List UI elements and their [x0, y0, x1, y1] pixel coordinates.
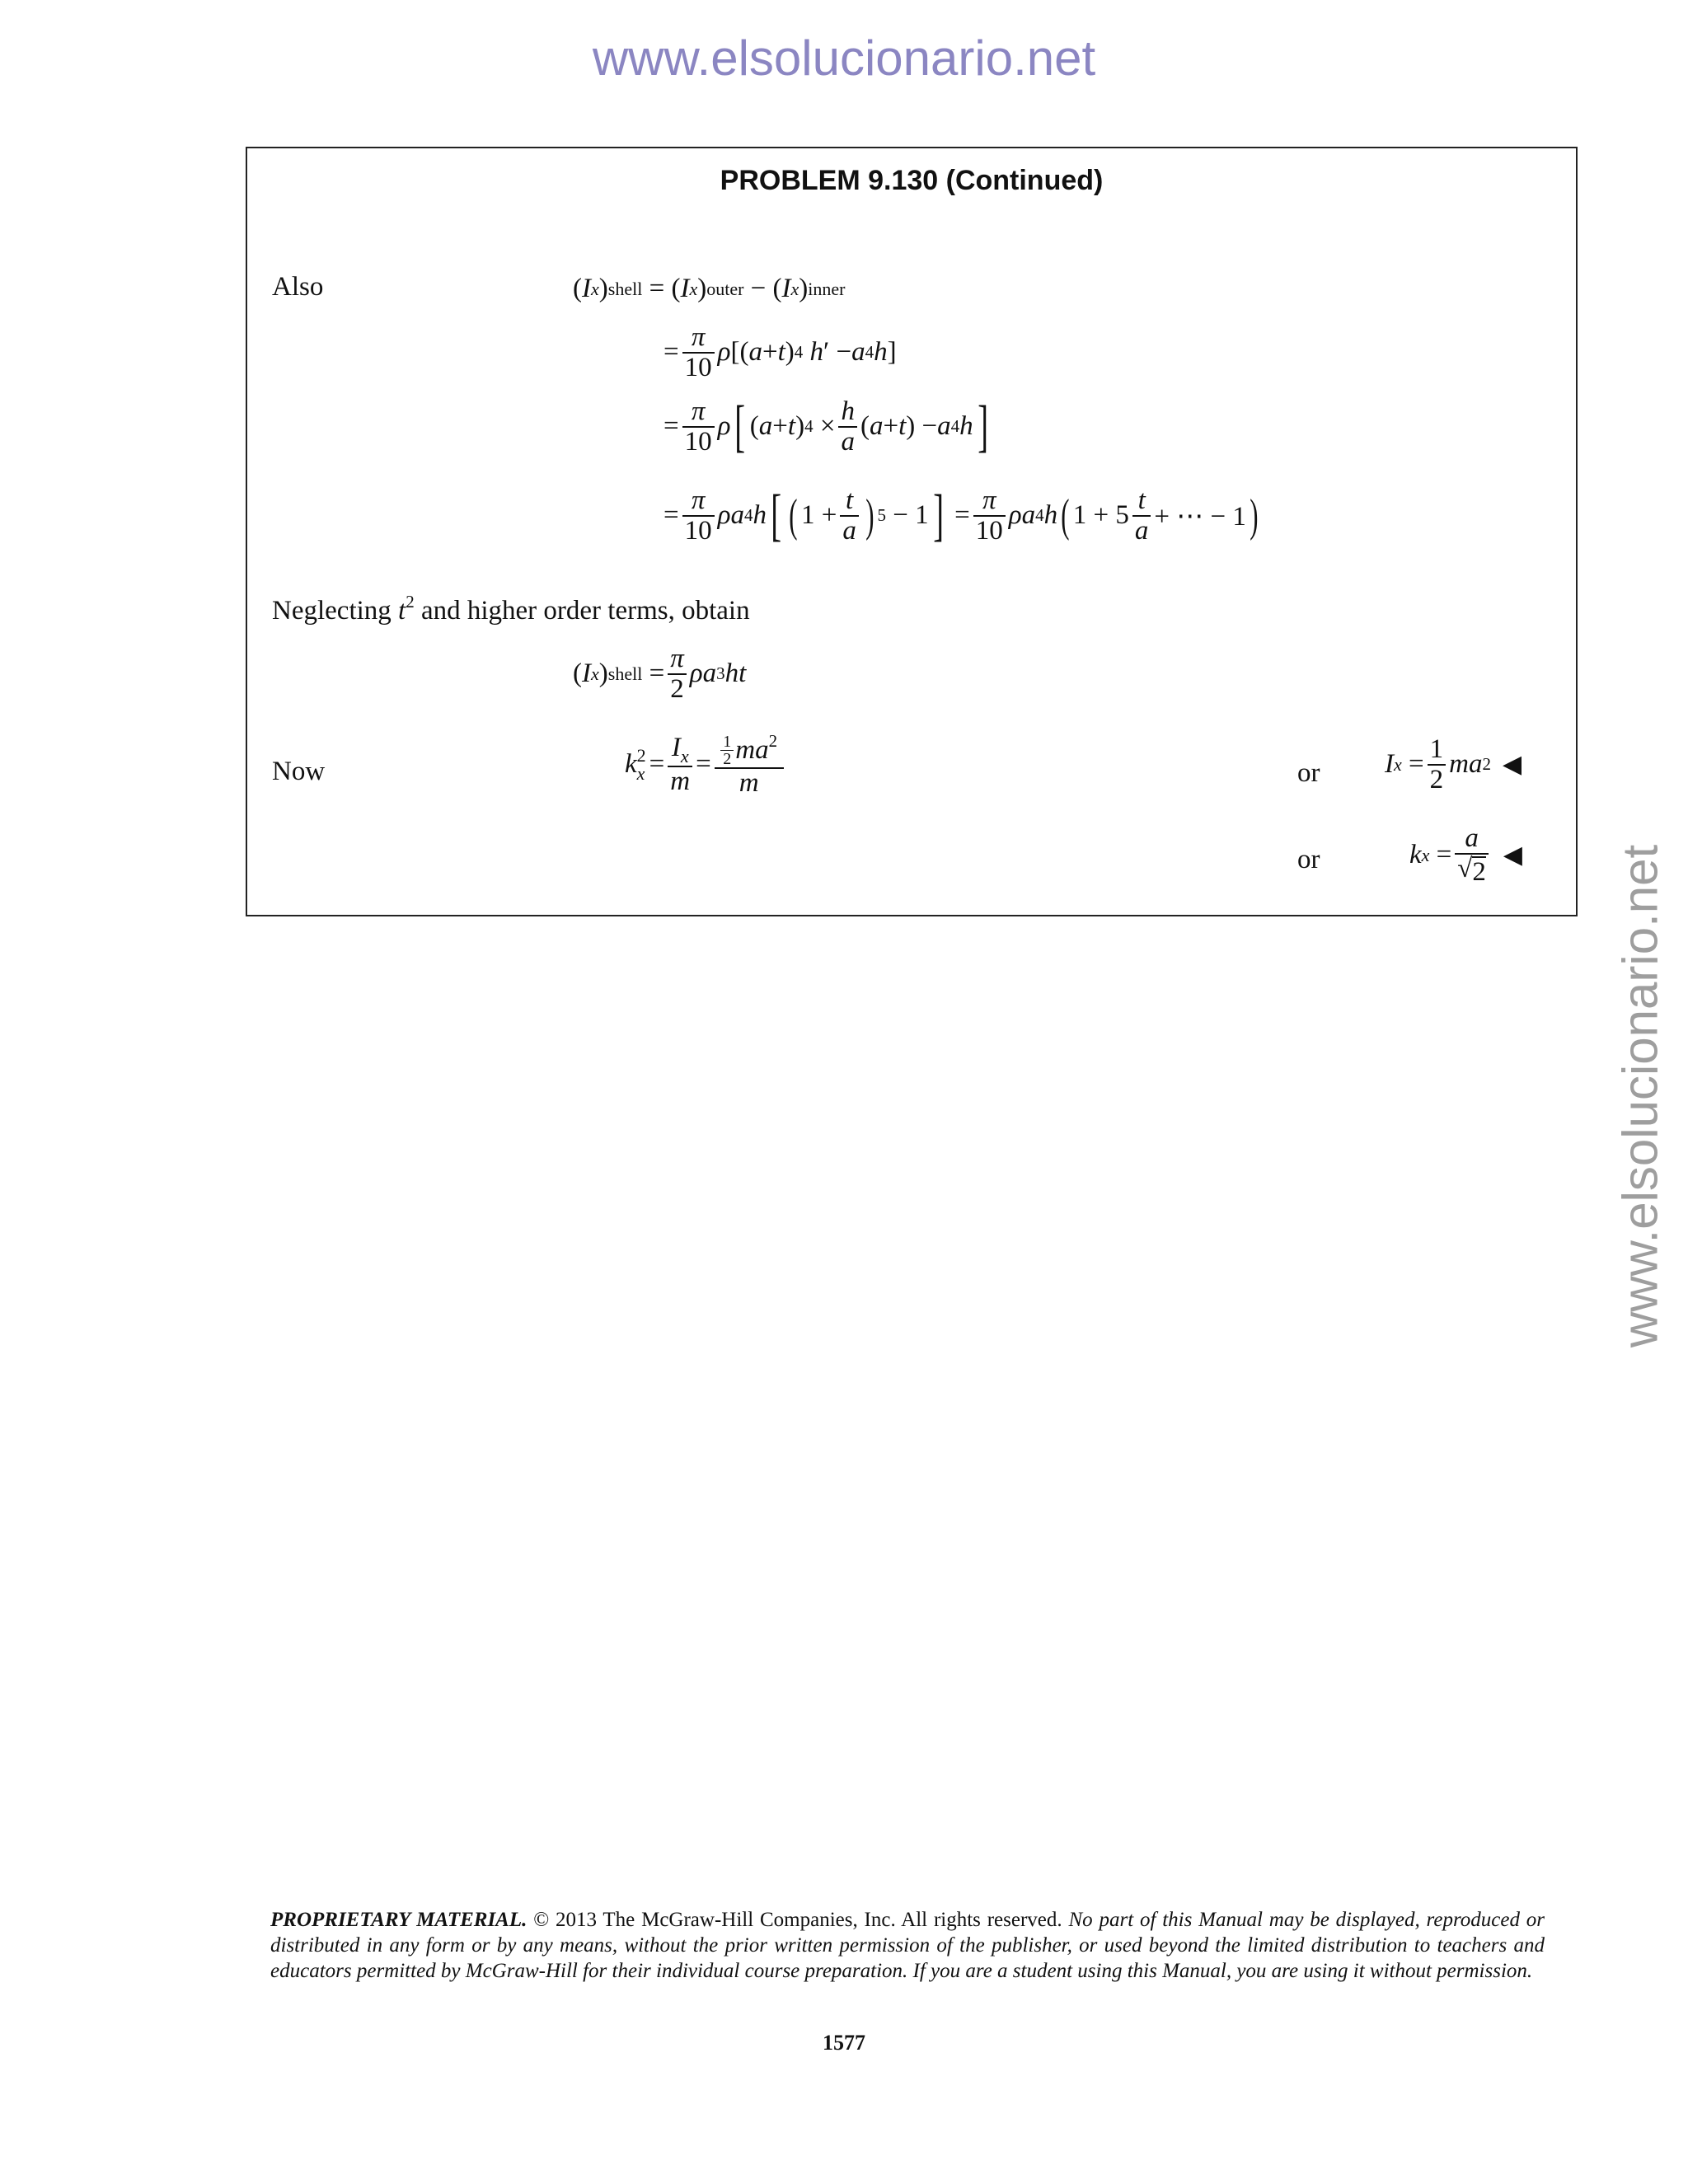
answer-kx: k x = a √ 2 ◀: [1409, 823, 1522, 887]
answer-marker-icon: ◀: [1502, 751, 1522, 779]
page-number: 1577: [823, 2031, 865, 2055]
footer-notice-text: No part of this Manual may be displayed, reproduced or distributed in any form or by any means, without the prior written permission of the publisher, or used beyond the limited distribution to teachers and educators permitted by McGraw-Hill for their individual course preparation. If you are a student using this Manual, you are using it without permission.: [270, 1909, 1545, 1982]
equation-shell-definition: ( I x ) shell = ( I x ) outer − ( I x ) inner: [573, 274, 846, 303]
solution-box: [246, 147, 1578, 916]
equation-step-1: = $\frac{\pi}{10}$ ρ [( a + t ) 4 h ′ − a 4 h ]: [663, 322, 897, 382]
watermark-top: www.elsolucionario.net: [592, 30, 1096, 86]
answer-ix: I x = $\frac{1}{2}$ ma 2 ◀: [1385, 734, 1522, 794]
equation-step-2: = $\frac{\pi}{10}$ ρ [ ( a + t ) 4 × $\frac{h}{a}$ ( a + t ) − a 4 h ]: [663, 394, 988, 458]
footer-notice: [270, 1907, 1545, 1984]
label-or-2: or: [1297, 845, 1320, 874]
label-or-1: or: [1297, 758, 1320, 788]
label-also: Also: [272, 272, 324, 302]
label-now: Now: [272, 757, 326, 786]
footer-copyright: © 2013 The McGraw-Hill Companies, Inc. All rights reserved.: [527, 1909, 1069, 1931]
equation-step-3: = $\frac{\pi}{10}$ ρa 4 h [ ( 1 + $\frac{t}{a}$ ) 5 − 1 ] = $\frac{\pi}{10}$ ρa 4 h ( 1 + 5 $\frac{t}{a}$ + ⋯ − 1 ): [663, 483, 1259, 547]
answer-marker-icon: ◀: [1503, 841, 1522, 869]
watermark-side: www.elsolucionario.net: [1612, 844, 1668, 1348]
problem-title: PROBLEM 9.130 (Continued): [720, 165, 1104, 196]
footer-lead: PROPRIETARY MATERIAL.: [270, 1909, 528, 1931]
equation-kx-squared: k 2 x = $\frac{I_x}{m}$ = $\frac{1}{2}$ $ma^2$ m: [625, 732, 787, 798]
equation-shell-result: ( I x ) shell = $\frac{\pi}{2}$ ρa 3 ht: [573, 644, 747, 704]
label-neglecting: Neglecting $t^2$ and higher order terms, obtain: [272, 592, 750, 626]
